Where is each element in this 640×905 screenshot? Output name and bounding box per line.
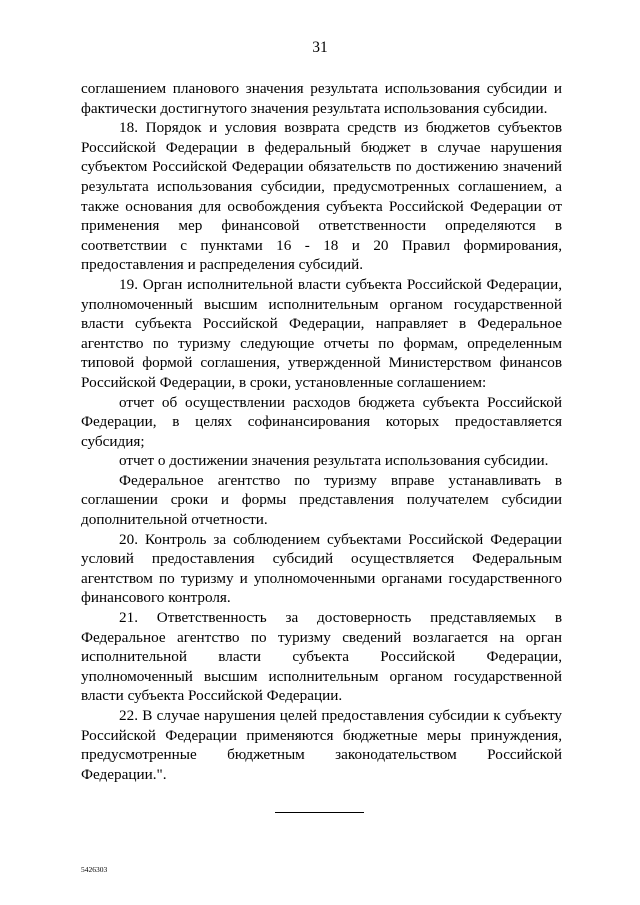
end-separator-line [275,812,364,813]
paragraph-continuation: соглашением планового значения результата использования субсидии и фактически достигнутого значения результата использования субсидии. [81,80,562,117]
paragraph-18: 18. Порядок и условия возврата средств из бюджетов субъектов Российской Федерации в федеральный бюджет в случае нарушения субъектом Российской Федерации обязательств по достижению значений результата использования субсидии, предусмотренных соглашением, а также основания для освобождения субъекта Российской Федерации от применения мер финансовой ответственности определяются в соответствии с пунктами 16 - 18 и 20 Правил формирования, предоставления и распределения субсидий. [81,119,562,274]
paragraph-19-report-expenses: отчет об осуществлении расходов бюджета субъекта Российской Федерации, в целях софинансирования которых предоставляется субсидия; [81,393,562,450]
paragraph-21: 21. Ответственность за достоверность представляемых в Федеральное агентство по туризму сведений возлагается на орган исполнительной власти субъекта Российской Федерации, уполномоченный высшим исполнительным органом государственной власти субъекта Российской Федерации. [81,609,562,705]
document-code: 5426303 [81,865,108,874]
paragraph-19-additional-reporting: Федеральное агентство по туризму вправе устанавливать в соглашении сроки и формы представления получателем субсидии дополнительной отчетности. [81,471,562,529]
document-body [81,79,562,784]
paragraph-22: 22. В случае нарушения целей предоставления субсидии к субъекту Российской Федерации применяются бюджетные меры принуждения, предусмотренные бюджетным законодательством Российской Федерации.". [81,707,562,783]
paragraph-19-report-results: отчет о достижении значения результата использования субсидии. [119,452,549,470]
page-number: 31 [312,39,328,56]
paragraph-20: 20. Контроль за соблюдением субъектами Российской Федерации условий предоставления субсидий осуществляется Федеральным агентством по туризму и уполномоченными органами государственного финансового контроля. [81,530,562,607]
paragraph-19: 19. Орган исполнительной власти субъекта Российской Федерации, уполномоченный высшим исполнительным органом государственной власти субъекта Российской Федерации, направляет в Федеральное агентство по туризму следующие отчеты по формам, определенным типовой формой соглашения, утвержденной Министерством финансов Российской Федерации, в сроки, установленные соглашением: [81,275,562,391]
